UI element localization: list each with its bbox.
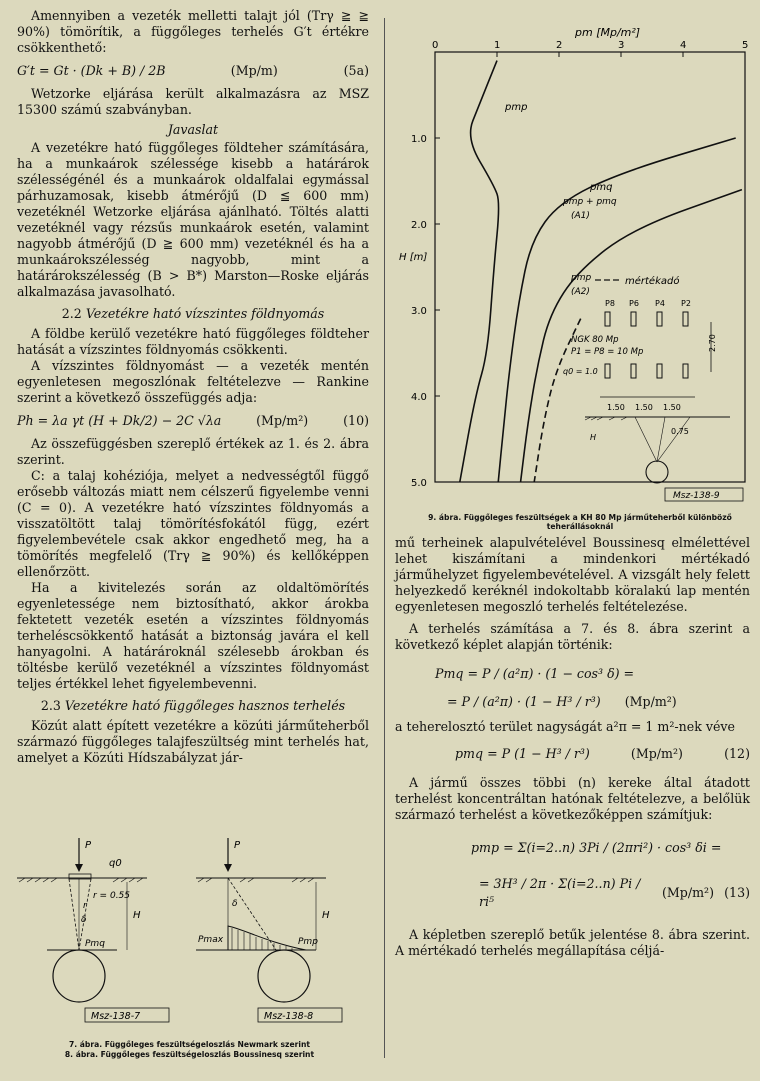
label: Pmq [85,939,105,949]
dimension-label: 1.50 [635,403,653,412]
label-pmq: pmq [590,182,613,193]
figure-8-diagram [196,838,361,1038]
x-tick-label: 4 [680,40,687,51]
dimension-label: 2.70 [708,334,717,352]
paragraph: Wetzorke eljárása került alkalmazásra az MSZ 15300 számú szabványban. [17,86,369,117]
paragraph: Közút alatt épített vezetékre a közúti járműteherből származó függőleges talajfeszültség mint terhelés hat, amelyet a Közúti Hídszabályzat jár- [17,718,369,765]
pipe-circle [53,950,105,1002]
label: r = 0.55 [93,891,131,901]
depth-label: 0.75 [671,427,689,436]
ground-hatch [19,878,143,882]
formula-pmq-1 [395,665,750,683]
x-tick-label: 2 [556,40,563,51]
wheel-rect [683,364,688,378]
formula-unit: (Mp/m) [230,63,278,78]
formula-expression: Pmq = P / (a²π) · (1 − cos³ δ) = [435,666,635,681]
paragraph: C: a talaj kohéziója, melyet a nedvességtől függő erősebb változás miatt nem célszerű figyelembe venni (C = 0). A vezetékre ható vízszintes földnyomás a visszatöltött talaj tömörítésfokától függ, ezért figyelembevétele csak akkor engedhető meg, ha a tömörítés megfelelő (Trγ ≧ 90%) és kellőképpen ellenőrzött. [17,468,369,579]
wheel-label: P4 [655,299,665,308]
label: H [322,910,330,921]
paragraph: Az összefüggésben szereplő értékek az 1. és 2. ábra szerint. [17,436,369,467]
x-tick-label: 0 [432,40,439,51]
wheel-rect [683,312,688,326]
wheel-rect [631,312,636,326]
series-line-0 [460,61,499,482]
label: P [234,840,241,851]
pipe-circle [258,950,310,1002]
paragraph: A földbe kerülő vezetékre ható függőleges földteher hatását a vízszintes földnyomás csökkenti. [17,326,369,357]
label-a2-sub: (A2) [571,287,590,297]
section-number: 2.3 [40,698,61,713]
section-heading-2-2 [17,306,369,322]
figure-tag: Msz-138-8 [264,1011,314,1022]
section-title: Vezetékre ható vízszintes földnyomás [85,306,325,321]
paragraph: A vezetékre ható függőleges földteher számítására, ha a munkaárok szélessége kisebb a határárok szélességénél és a munkaárok oldalfalai egymással párhuzamosak, kisebb átmérőjű (D ≦ 600 mm) vezetéknél Wetzorke eljárása ajánlható. Töltés alatti vezetéknél vagy rézsűs munkaárok esetén, valamint nagyobb átmérőjű (D ≧ 600 mm) vezetéknél és ha a munkaárokszélesség nagyobb, mint a határárokszélesség (B > B*) Marston—Roske eljárás alkalmazása javasolható. [17,140,369,299]
label: δ [232,899,238,909]
ground-hatch [198,878,314,882]
paragraph: A vízszintes földnyomást — a vezeték mentén egyenletesen megoszlónak feltételezve — Rankine szerint a következő összefüggés adja: [17,358,369,405]
wheel-rect [657,312,662,326]
ray-line [657,417,690,462]
formula-12 [395,745,750,763]
figure-7 [17,838,182,1042]
label-pmp: pmp [505,102,528,113]
label: Pmp [298,937,318,947]
wheel-label: P2 [681,299,691,308]
formula-unit: (Mp/m²) [256,413,309,428]
pipe-circle [646,461,668,483]
y-tick-label: 3.0 [411,306,427,317]
arrowhead [224,864,232,872]
figure-9 [395,22,755,516]
formula-5a [17,62,369,80]
wheel-rect [657,364,662,378]
formula-unit: (Mp/m²) [630,746,683,761]
figure-9-chart [395,22,755,512]
label: δ [81,915,87,925]
paragraph: A terhelés számítása a 7. és 8. ábra szerint a következő képlet alapján történik: [395,621,750,652]
legend-label: mértékadó [625,276,680,287]
section-heading-javaslat: Javaslat [167,122,219,137]
figure-7-caption: 7. ábra. Függőleges feszültségeloszlás Newmark szerint [69,1040,310,1049]
column-divider [384,18,385,1058]
formula-expression: pmq = P (1 − H³ / r³) [455,746,590,761]
paragraph: A képletben szereplő betűk jelentése 8. ábra szerint. A mértékadó terhelés megállapítása céljá- [395,927,750,958]
ray-line [69,879,79,950]
label: Pmax [198,935,224,945]
arrowhead [75,864,83,872]
label: q0 [109,858,122,869]
left-column [17,8,369,766]
ray-line [228,878,276,950]
ngk-label: NGK 80 Mp [571,335,619,345]
y-tick-label: 5.0 [411,478,427,489]
formula-expression: Ph = λa γt (H + Dk/2) − 2C √λa [17,413,222,428]
paragraph: Ha a kivitelezés során az oldaltömörítés egyenletessége nem biztosítható, akkor árokba fektetett vezeték esetén a vízszintes földnyomás terheléscsökkentő hatását a biztonság javára el kell hanyagolni. A határároknál szélesebb árokban és töltésbe kerülő vezetéknél a vízszintes földnyomást teljes értékkel lehet figyelembevenni. [17,580,369,691]
formula-number: (10) [343,413,369,428]
section-heading-2-3 [17,698,369,714]
pressure-distribution [228,926,306,950]
label-a2: pmp [571,273,592,283]
label-sum-a1: pmp + pmq [563,197,617,207]
label: r [83,901,87,911]
chart-series [460,61,742,482]
formula-number: (13) [724,885,750,900]
formula-13b [395,875,750,911]
label: P [85,840,92,851]
right-column [395,535,750,959]
wheel-diagram [563,299,730,483]
ngk-eq: P1 = P8 = 10 Mp [571,347,644,357]
paragraph: mű terheinek alapulvételével Boussinesq elmélettével lehet kiszámítani a mindenkori mértékadó járműhelyzet figyelembevételével. A vizsgált hely felett helyezkedő keréknél indokoltabb köralakú lap mentén egyenletesen megoszló terhelés feltételezése. [395,535,750,614]
formula-10 [17,412,369,430]
dimension-label: 1.50 [663,403,681,412]
figure-8-caption: 8. ábra. Függőleges feszültségeloszlás Boussinesq szerint [64,1050,315,1059]
formula-pmq-2 [395,693,750,711]
ray-line [657,417,665,462]
formula-number: (12) [724,746,750,761]
wheel-rect [631,364,636,378]
series-line-1 [498,138,735,482]
figure-tag: Msz-138-7 [91,1011,141,1022]
section-number: 2.2 [61,306,82,321]
formula-13a [395,839,750,857]
x-tick-label: 1 [494,40,501,51]
figure-9-caption: 9. ábra. Függőleges feszültségek a KH 80 Mp járműteherből különböző teherállásoknál [428,513,732,531]
y-axis-title: H [m] [399,252,428,263]
y-tick-label: 2.0 [411,220,427,231]
x-tick-label: 5 [742,40,749,51]
dimension-label: 1.50 [607,403,625,412]
formula-unit: (Mp/m²) [624,694,677,709]
x-axis-ticks [432,40,748,57]
formula-number: (5a) [343,63,369,78]
section-title: Vezetékre ható függőleges hasznos terhelés [64,698,346,713]
formula-unit: (Mp/m²) [661,885,714,900]
h-label: H [590,433,597,442]
x-tick-label: 3 [618,40,625,51]
label: H [133,910,141,921]
y-tick-label: 4.0 [411,392,427,403]
paragraph: a teherelosztó terület nagyságát a²π = 1 m²-nek véve [395,719,735,734]
figure-tag: Msz-138-9 [673,491,720,501]
paragraph: A jármű összes többi (n) kereke által átadott terhelést koncentráltan hatónak feltételezve, a belőlük származó terhelést a következőképpen számítjuk: [395,775,750,822]
q0-label: q0 = 1.0 [563,367,598,376]
figure-7-diagram [17,838,182,1038]
formula-expression: pmp = Σ(i=2..n) 3Pi / (2πri²) · cos³ δi = [471,840,722,855]
formula-expression: = 3H³ / 2π · Σ(i=2..n) Pi / ri⁵ [479,876,641,909]
paragraph: Amennyiben a vezeték melletti talajt jól (Trγ ≧ ≧ 90%) tömörítik, a függőleges terhelés G′t értékre csökkenthető: [17,8,369,55]
pressure-hatch [232,928,292,950]
y-tick-label: 1.0 [411,134,427,145]
ray-line [635,417,657,462]
figure-8 [196,838,361,1042]
wheel-rect [605,312,610,326]
label-sum-a1-sub: (A1) [571,211,590,221]
wheel-label: P8 [605,299,615,308]
y-axis-ticks [411,134,440,489]
formula-expression: G′t = Gt · (Dk + B) / 2B [17,63,166,78]
wheel-rect [605,364,610,378]
x-axis-title: pm [Mp/m²] [575,26,641,39]
formula-expression: = P / (a²π) · (1 − H³ / r³) [447,694,601,709]
wheel-label: P6 [629,299,639,308]
